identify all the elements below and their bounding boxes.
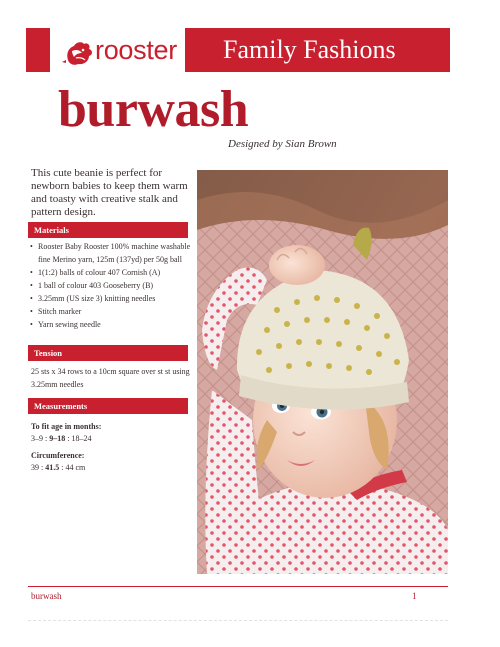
tension-heading: Tension bbox=[34, 348, 63, 358]
circumference-small: 39 : bbox=[31, 463, 46, 472]
photo-illustration bbox=[197, 170, 448, 574]
materials-heading: Materials bbox=[34, 225, 69, 235]
pattern-title: burwash bbox=[58, 81, 249, 138]
tension-heading-bar bbox=[28, 345, 188, 361]
materials-item: • Stitch marker bbox=[28, 305, 193, 318]
rooster-head-icon bbox=[62, 36, 96, 70]
footer-rule bbox=[28, 586, 448, 587]
intro-paragraph: This cute beanie is perfect for newborn babies to keep them warm and toasty with creative stalk and pattern design. bbox=[31, 167, 188, 218]
circumference-label: Circumference: bbox=[31, 451, 85, 460]
baby-hat-photo bbox=[197, 170, 448, 574]
circumference-medium: 41.5 bbox=[45, 463, 60, 472]
materials-item: • 1 ball of colour 403 Gooseberry (B) bbox=[28, 279, 193, 292]
logo-wordmark: rooster bbox=[95, 35, 177, 65]
materials-list bbox=[28, 240, 193, 331]
fit-age-large: : 18–24 bbox=[65, 434, 92, 443]
page-number: 1 bbox=[412, 591, 417, 601]
page-bottom-rule bbox=[28, 620, 448, 621]
header-red-block bbox=[26, 28, 50, 72]
fit-age-small: 3–9 : bbox=[31, 434, 50, 443]
materials-item: • 3.25mm (US size 3) knitting needles bbox=[28, 292, 193, 305]
materials-item: • 1(1:2) balls of colour 407 Cornish (A) bbox=[28, 266, 193, 279]
circumference-large: : 44 cm bbox=[59, 463, 86, 472]
circumference-values bbox=[31, 463, 85, 472]
materials-heading-bar bbox=[28, 222, 188, 238]
measurements-heading: Measurements bbox=[34, 401, 88, 411]
header-banner bbox=[185, 28, 450, 72]
banner-title: Family Fashions bbox=[223, 35, 396, 64]
fit-age-label: To fit age in months: bbox=[31, 422, 102, 431]
rooster-logo bbox=[62, 34, 186, 68]
footer-title: burwash bbox=[31, 591, 62, 601]
designer-byline: Designed by Sian Brown bbox=[228, 138, 337, 150]
fit-age-values bbox=[31, 434, 91, 443]
tension-text: 25 sts x 34 rows to a 10cm square over st st using 3.25mm needles bbox=[31, 367, 190, 389]
fit-age-medium: 9–18 bbox=[49, 434, 66, 443]
materials-item: • Rooster Baby Rooster 100% machine washable fine Merino yarn, 125m (137yd) per 50g ball bbox=[28, 240, 193, 266]
materials-item: • Yarn sewing needle bbox=[28, 318, 193, 331]
measurements-heading-bar bbox=[28, 398, 188, 414]
